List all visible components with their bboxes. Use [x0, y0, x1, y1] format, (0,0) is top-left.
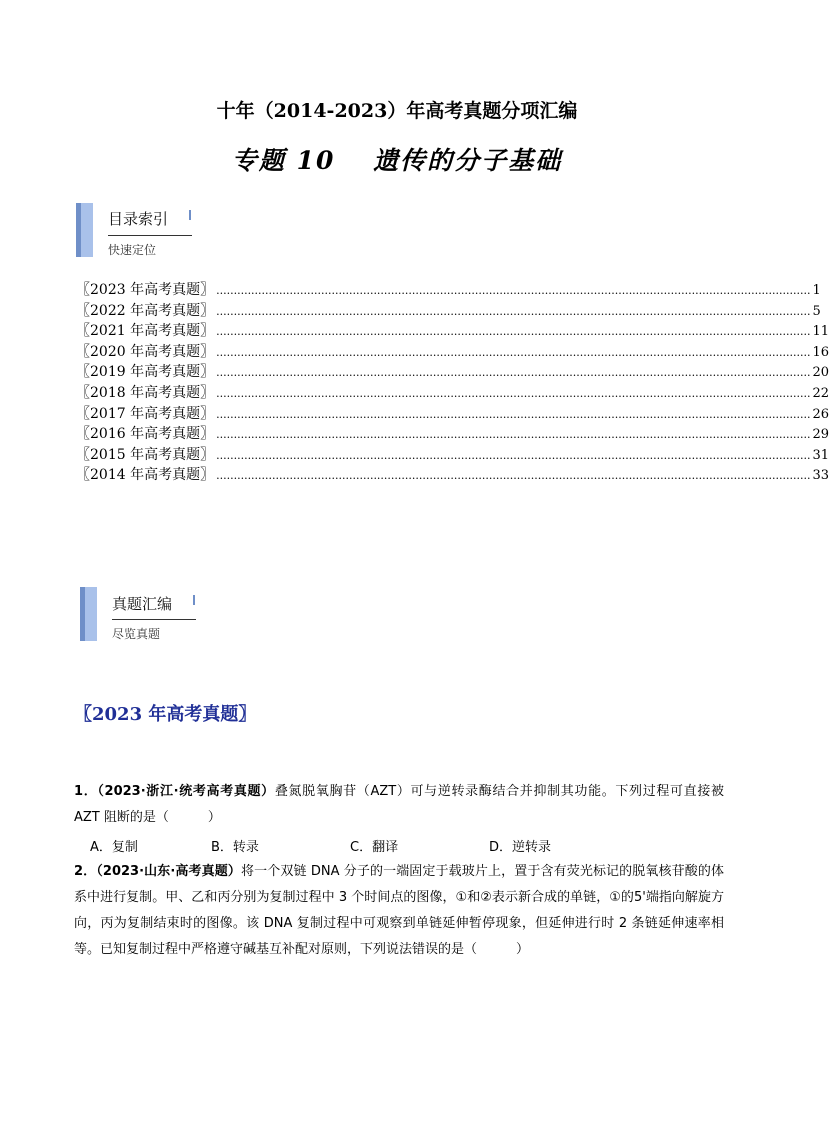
question-source: （2023·浙江·统考高考真题）: [97, 784, 275, 799]
toc-section-tick: [189, 210, 191, 220]
toc-leader-dots: ..........................................................................................................................................................................: [216, 469, 811, 483]
option-a[interactable]: A．复制: [90, 840, 138, 855]
toc-leader-dots: ..........................................................................................................................................................................: [216, 448, 811, 462]
question-1: [74, 779, 724, 831]
toc-label: 〖2022 年高考真题〗: [76, 302, 215, 319]
document-subtitle: 专题 10 遗传的分子基础: [231, 146, 563, 175]
toc-leader-dots: ..........................................................................................................................................................................: [216, 407, 811, 421]
question-text: 将一个双链 DNA 分子的一端固定于载玻片上，置于含有荧光标记的脱氧核苷酸的体系中进行复制。甲、乙和丙分别为复制过程中 3 个时间点的图像，①和②表示新合成的单链，①的5'端指向解旋方向，丙为复制结束时的图像。该 DNA 复制过程中可观察到单链延伸暂停现象，但延伸进行时 2 条链延伸速率相等。已知复制过程中严格遵守碱基互补配对原则，下列说法错误的是（ ）: [74, 864, 724, 957]
toc-section-divider: [108, 235, 192, 236]
table-of-contents: [76, 279, 829, 485]
toc-page-number: 16: [812, 344, 829, 360]
document-title: 十年（2014-2023）年高考真题分项汇编: [216, 100, 578, 122]
toc-section-marker: [76, 203, 93, 257]
toc-label: 〖2019 年高考真题〗: [76, 364, 215, 381]
toc-page-number: 1: [812, 283, 821, 298]
exam-section-title: 真题汇编: [112, 595, 173, 613]
toc-section-subtitle: 快速定位: [108, 243, 157, 257]
toc-leader-dots: ..........................................................................................................................................................................: [216, 366, 811, 380]
toc-section-title: 目录索引: [108, 210, 169, 228]
toc-label: 〖2015 年高考真题〗: [76, 446, 215, 463]
toc-page-number: 29: [812, 427, 829, 443]
toc-label: 〖2014 年高考真题〗: [76, 467, 215, 484]
toc-row[interactable]: [76, 300, 821, 321]
toc-page-number: 26: [812, 406, 829, 422]
toc-page-number: 22: [812, 385, 829, 401]
year-heading: 〖2023 年高考真题〗: [74, 704, 257, 725]
toc-row[interactable]: [76, 320, 829, 341]
toc-row[interactable]: [76, 403, 829, 424]
toc-page-number: 31: [812, 447, 829, 463]
toc-label: 〖2023 年高考真题〗: [76, 282, 215, 298]
toc-page-number: 11: [812, 324, 829, 340]
toc-leader-dots: ..........................................................................................................................................................................: [216, 325, 811, 339]
question-number: 1．: [74, 784, 98, 799]
toc-row[interactable]: [76, 341, 829, 362]
toc-row[interactable]: [76, 361, 829, 382]
option-b[interactable]: B．转录: [211, 840, 259, 855]
exam-section-marker: [80, 587, 97, 641]
toc-page-number: 20: [812, 365, 829, 381]
toc-row[interactable]: [76, 444, 829, 465]
toc-page-number: 33: [812, 468, 829, 484]
question-source: （2023·山东·高考真题）: [96, 864, 242, 879]
toc-row[interactable]: [76, 423, 829, 444]
toc-row[interactable]: [76, 382, 829, 403]
toc-label: 〖2020 年高考真题〗: [76, 343, 215, 360]
accent-bar-light: [85, 587, 97, 641]
option-c[interactable]: C．翻译: [350, 840, 399, 855]
question-2: [74, 859, 724, 963]
toc-row[interactable]: [76, 464, 829, 485]
exam-section-divider: [112, 619, 196, 620]
toc-label: 〖2021 年高考真题〗: [76, 323, 215, 340]
toc-page-number: 5: [812, 303, 821, 319]
toc-leader-dots: ..........................................................................................................................................................................: [216, 386, 811, 400]
toc-leader-dots: ..........................................................................................................................................................................: [216, 345, 811, 359]
toc-leader-dots: ..........................................................................................................................................................................: [216, 284, 811, 297]
toc-label: 〖2016 年高考真题〗: [76, 426, 215, 443]
exam-section-subtitle: 尽览真题: [112, 627, 161, 641]
toc-label: 〖2017 年高考真题〗: [76, 405, 215, 422]
question-number: 2．: [74, 864, 97, 879]
accent-bar-light: [81, 203, 93, 257]
exam-section-tick: [193, 595, 195, 605]
toc-leader-dots: ..........................................................................................................................................................................: [216, 304, 811, 318]
toc-leader-dots: ..........................................................................................................................................................................: [216, 428, 811, 442]
toc-label: 〖2018 年高考真题〗: [76, 384, 215, 401]
toc-row[interactable]: [76, 279, 821, 300]
option-d[interactable]: D．逆转录: [489, 840, 552, 855]
question-text: 叠氮脱氧胸苷（AZT）可与逆转录酶结合并抑制其功能。下列过程可直接被 AZT 阻断的是（ ）: [74, 784, 725, 825]
